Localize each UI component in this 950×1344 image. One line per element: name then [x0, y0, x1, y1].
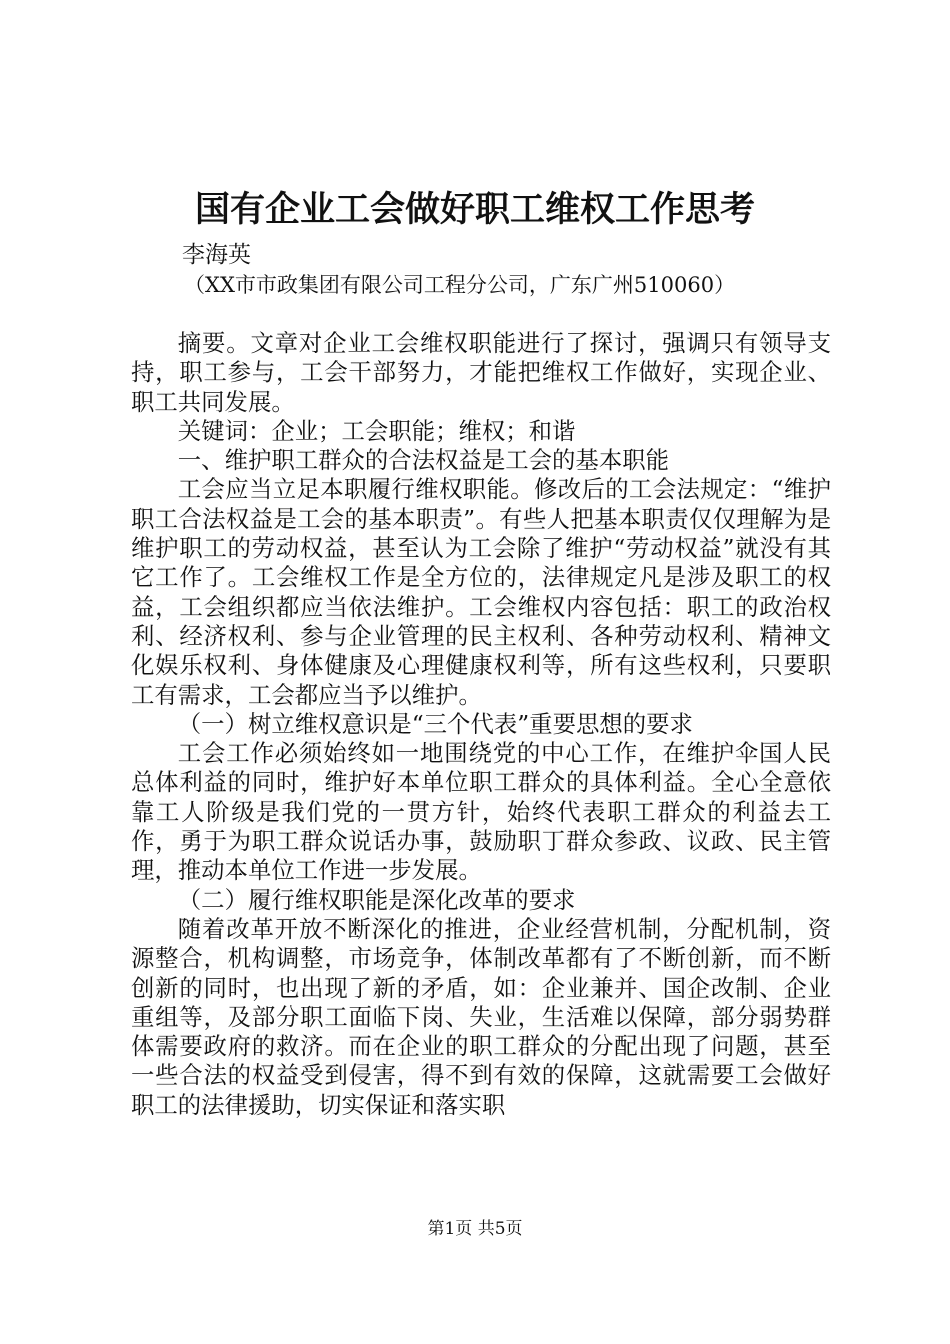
- abstract-paragraph: 摘要。文章对企业工会维权职能进行了探讨，强调只有领导支持，职工参与，工会干部努力，才能把维权工作做好，实现企业、职工共同发展。: [131, 329, 831, 416]
- body-paragraph: 工会应当立足本职履行维权职能。修改后的工会法规定：“维护职工合法权益是工会的基本职责”。有些人把基本职责仅仅理解为是维护职工的劳动权益，甚至认为工会除了维护“劳动权益”就没有其它工作了。工会维权工作是全方位的，法律规定凡是涉及职工的权益，工会组织都应当依法维护。工会维权内容包括：职工的政治权利、经济权利、参与企业管理的民主权利、各种劳动权利、精神文化娱乐权利、身体健康及心理健康权利等，所有这些权利，只要职工有需求，工会都应当予以维护。: [131, 475, 831, 709]
- subsection-heading-1: （一）树立维权意识是“三个代表”重要思想的要求: [177, 709, 693, 738]
- subsection-heading-2: （二）履行维权职能是深化改革的要求: [177, 885, 576, 914]
- body-paragraph: 工会工作必须始终如一地围绕党的中心工作，在维护伞国人民总体利益的同时，维护好本单位职工群众的具体利益。全心全意依靠工人阶级是我们党的一贯方针，始终代表职工群众的利益去工作，勇于为职工群众说话办事，鼓励职丁群众参政、议政、民主管理，推动本单位工作进一步发展。: [131, 739, 831, 885]
- document-body: [131, 329, 831, 1120]
- author-affiliation: （XX市市政集团有限公司工程分公司，广东广州510060）: [184, 273, 736, 297]
- body-paragraph: 随着改革开放不断深化的推进，企业经营机制，分配机制，资源整合，机构调整，市场竞争，体制改革都有了不断创新，而不断创新的同时，也出现了新的矛盾，如：企业兼并、国企改制、企业重组等，及部分职工面临下岗、失业，生活难以保障，部分弱势群体需要政府的救济。而在企业的职工群众的分配出现了问题，甚至一些合法的权益受到侵害，得不到有效的保障，这就需要工会做好职工的法律援助，切实保证和落实职: [131, 914, 831, 1119]
- author-name: 李海英: [182, 242, 251, 268]
- keywords-paragraph: 关键词：企业；工会职能；维权；和谐: [177, 416, 576, 445]
- document-title: 国有企业工会做好职工维权工作思考: [194, 189, 755, 230]
- section-heading-1: 一、维护职工群众的合法权益是工会的基本职能: [177, 446, 669, 475]
- page-footer: 第1页 共5页: [427, 1219, 523, 1239]
